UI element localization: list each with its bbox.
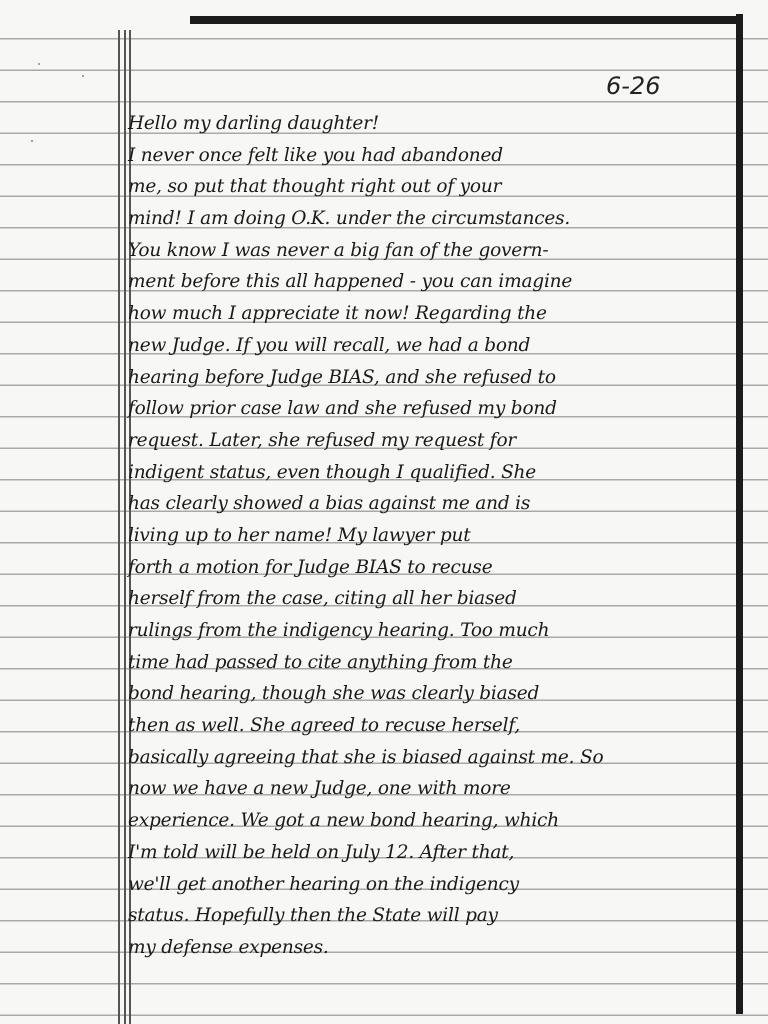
letter-line: me, so put that thought right out of your bbox=[128, 176, 502, 198]
letter-body bbox=[128, 108, 732, 964]
letter-line: my defense expenses. bbox=[128, 936, 329, 958]
letter-line: hearing before Judge BIAS, and she refused to bbox=[128, 366, 556, 388]
letter-line: how much I appreciate it now! Regarding the bbox=[128, 303, 547, 325]
letter-line: then as well. She agreed to recuse herself, bbox=[128, 715, 521, 737]
letter-line: we'll get another hearing on the indigency bbox=[128, 873, 519, 895]
letter-date: 6-26 bbox=[606, 72, 661, 100]
letter-line: herself from the case, citing all her biased bbox=[128, 588, 517, 610]
letter-line: status. Hopefully then the State will pay bbox=[128, 905, 498, 927]
letter-line: living up to her name! My lawyer put bbox=[128, 524, 471, 546]
letter-line: forth a motion for Judge BIAS to recuse bbox=[128, 556, 493, 578]
letter-line: Hello my darling daughter! bbox=[128, 113, 379, 134]
letter-line: request. Later, she refused my request for bbox=[128, 429, 517, 451]
letter-line: now we have a new Judge, one with more bbox=[128, 778, 511, 800]
paper-speck bbox=[82, 75, 84, 77]
letter-line: indigent status, even though I qualified. She bbox=[128, 461, 537, 483]
letter-line: I'm told will be held on July 12. After that, bbox=[128, 841, 515, 863]
paper-speck bbox=[31, 140, 33, 142]
letter-line: follow prior case law and she refused my bond bbox=[128, 398, 557, 420]
letter-line: I never once felt like you had abandoned bbox=[128, 144, 503, 166]
letter-line: ment before this all happened - you can imagine bbox=[128, 271, 573, 293]
letter-line: mind! I am doing O.K. under the circumstances. bbox=[128, 208, 571, 230]
letter-line: rulings from the indigency hearing. Too much bbox=[128, 620, 550, 641]
letter-line: has clearly showed a bias against me and is bbox=[128, 493, 531, 515]
margin-line bbox=[118, 30, 120, 1024]
paper-speck bbox=[38, 63, 40, 65]
letter-line: You know I was never a big fan of the govern- bbox=[128, 239, 549, 261]
letter-line: bond hearing, though she was clearly biased bbox=[128, 683, 540, 705]
letter-line: experience. We got a new bond hearing, which bbox=[128, 810, 559, 832]
margin-line bbox=[124, 30, 126, 1024]
letter-line: basically agreeing that she is biased against me. So bbox=[128, 746, 604, 768]
top-edge-bar bbox=[190, 16, 742, 24]
right-edge-bar bbox=[736, 14, 743, 1014]
letter-line: new Judge. If you will recall, we had a bond bbox=[128, 334, 531, 356]
letter-line: time had passed to cite anything from the bbox=[128, 651, 513, 673]
